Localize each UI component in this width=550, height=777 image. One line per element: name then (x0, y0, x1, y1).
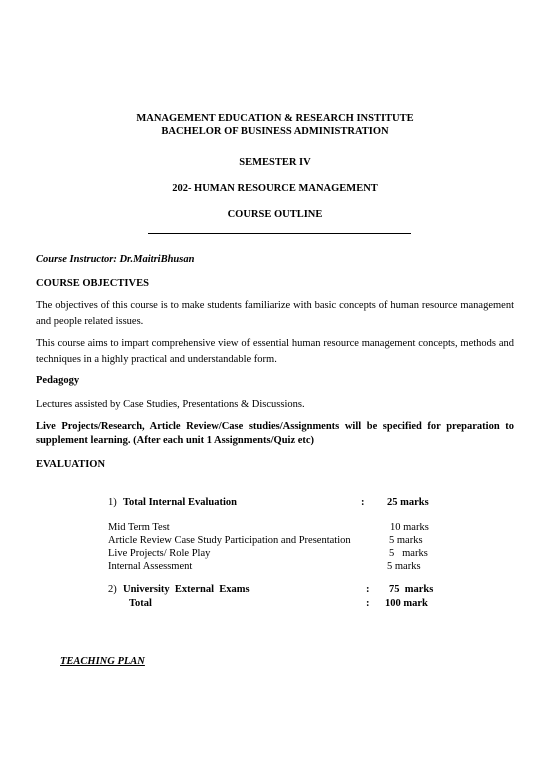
internal-value: 25 marks (387, 497, 429, 508)
objectives-heading: COURSE OBJECTIVES (36, 278, 149, 289)
internal-label: Total Internal Evaluation (123, 497, 237, 508)
total-colon: : (366, 598, 370, 609)
breakdown-value: 5 marks (387, 561, 421, 572)
title-divider (148, 233, 411, 234)
outline-title: COURSE OUTLINE (227, 209, 323, 220)
external-value: 75 marks (389, 584, 434, 595)
total-label: Total (129, 598, 152, 609)
breakdown-value: 5 marks (389, 535, 423, 546)
pedagogy-text: Lectures assisted by Case Studies, Presentations & Discussions. (36, 399, 305, 410)
total-value: 100 mark (385, 598, 428, 609)
internal-number: 1) (108, 497, 117, 508)
evaluation-heading: EVALUATION (36, 459, 106, 470)
external-number: 2) (108, 584, 117, 595)
breakdown-label: Live Projects/ Role Play (108, 548, 211, 559)
live-projects-note: Live Projects/Research, Article Review/Case studies/Assignments will be specified for preparation to supplement learning. (After each unit 1 Assignments/Quiz etc) (36, 421, 514, 446)
objectives-paragraph-2: This course aims to impart comprehensive view of essential human resource management concepts, methods and techniques in a highly practical and understandable form. (36, 338, 514, 365)
semester-title: SEMESTER IV (239, 157, 311, 168)
pedagogy-heading: Pedagogy (36, 375, 80, 386)
course-title: 202- HUMAN RESOURCE MANAGEMENT (172, 183, 378, 194)
breakdown-value: 5 marks (389, 548, 428, 559)
course-instructor: Course Instructor: Dr.MaitriBhusan (36, 254, 195, 265)
institute-name: MANAGEMENT EDUCATION & RESEARCH INSTITUTE (136, 113, 414, 124)
external-label: University External Exams (123, 584, 250, 595)
breakdown-label: Article Review Case Study Participation and Presentation (108, 535, 351, 546)
program-name: BACHELOR OF BUSINESS ADMINISTRATION (161, 126, 389, 137)
breakdown-label: Internal Assessment (108, 561, 193, 572)
teaching-plan-heading: TEACHING PLAN (60, 656, 145, 667)
breakdown-label: Mid Term Test (108, 522, 170, 533)
objectives-paragraph-1: The objectives of this course is to make students familiarize with basic concepts of human resource management and people related issues. (36, 300, 514, 327)
breakdown-value: 10 marks (390, 522, 429, 533)
internal-colon: : (361, 497, 365, 508)
external-colon: : (366, 584, 370, 595)
